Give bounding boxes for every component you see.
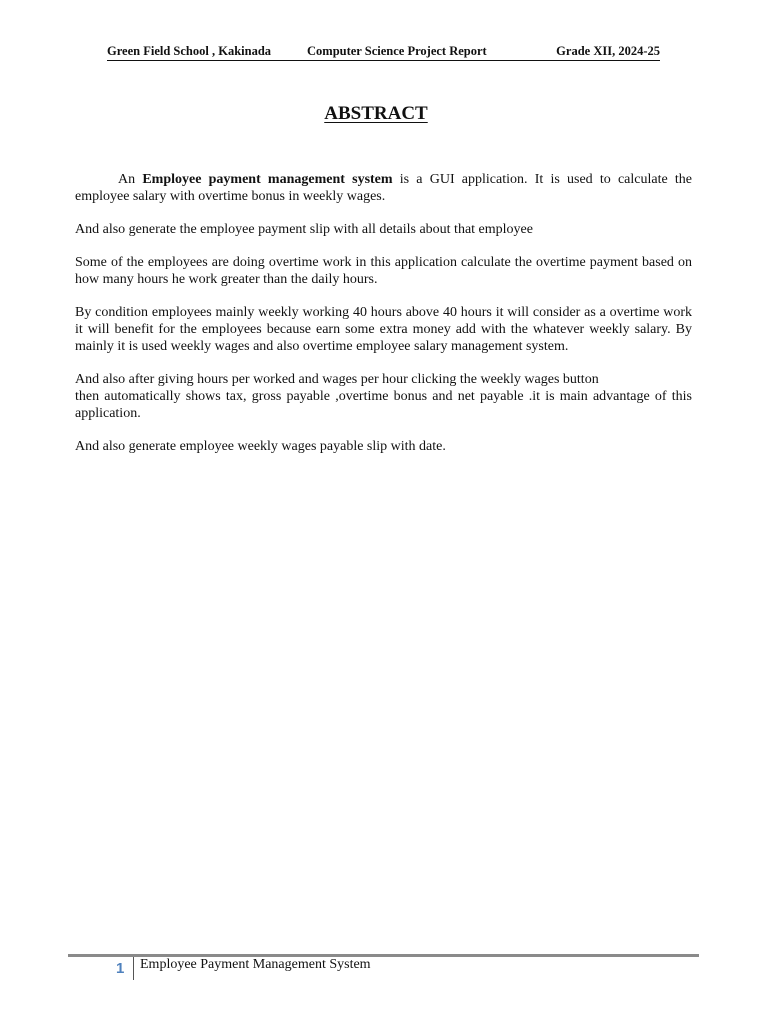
paragraph-1 — [75, 172, 692, 206]
abstract-body — [75, 172, 692, 473]
page-title: ABSTRACT — [324, 103, 428, 124]
header-report-title: Computer Science Project Report — [307, 44, 487, 58]
paragraph-1-bold: Employee payment management system — [142, 172, 393, 187]
paragraph-4: By condition employees mainly weekly working 40 hours above 40 hours it will consider as a overtime work it will benefit for the employees because earn some extra money add with the whatever weekly salary. By mainly it is used weekly wages and also overtime employee salary management system. — [75, 305, 692, 355]
paragraph-5-line-2: then automatically shows tax, gross payable ,overtime bonus and net payable .it is main advantage of this application. — [75, 389, 692, 421]
paragraph-6: And also generate employee weekly wages payable slip with date. — [75, 439, 446, 455]
paragraph-1-suffix: is a GUI application. It is used to calculate the employee salary with overtime bonus in weekly wages. — [75, 172, 692, 204]
footer-page-number: 1 — [116, 960, 125, 977]
paragraph-5-line-1: And also after giving hours per worked and wages per hour clicking the weekly wages button — [75, 372, 599, 388]
footer-title: Employee Payment Management System — [140, 957, 371, 972]
paragraph-3: Some of the employees are doing overtime work in this application calculate the overtime payment based on how many hours he work greater than the daily hours. — [75, 255, 692, 288]
paragraph-1-prefix: An — [118, 172, 143, 187]
footer-divider — [133, 957, 134, 980]
paragraph-2: And also generate the employee payment slip with all details about that employee — [75, 222, 533, 238]
header-school: Green Field School , Kakinada — [107, 44, 272, 58]
page-header — [107, 44, 660, 61]
header-grade: Grade XII, 2024-25 — [556, 44, 660, 58]
